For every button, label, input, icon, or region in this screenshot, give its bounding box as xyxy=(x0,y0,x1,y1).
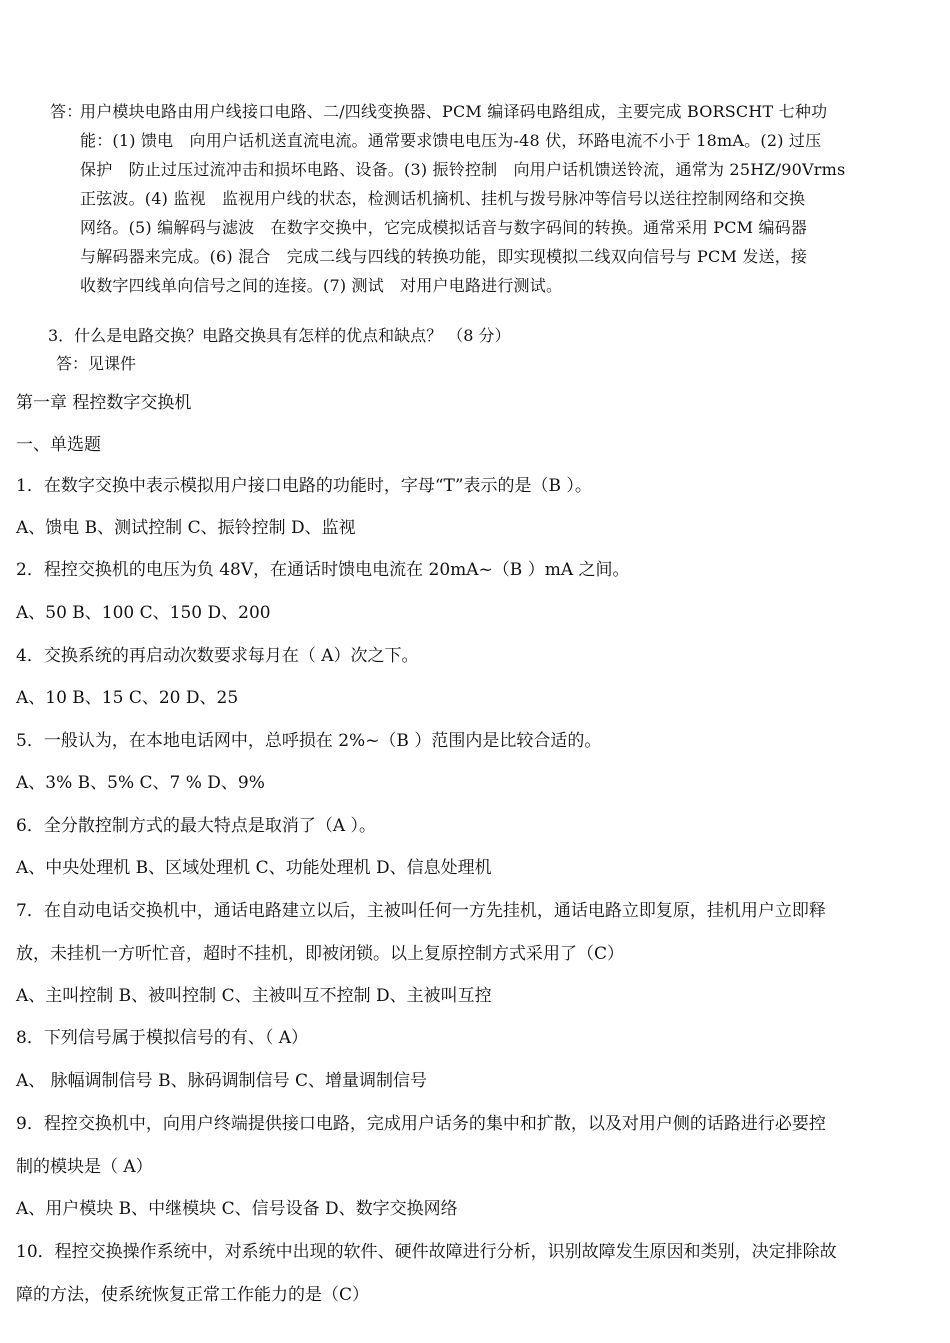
section-title: 一、单选题 xyxy=(16,435,101,455)
question-item-continued: 制的模块是（ A） xyxy=(16,1157,153,1177)
options-item: A、3% B、5% C、7 % D、9% xyxy=(16,773,265,793)
answer-line: 保护 防止过压过流冲击和损坏电路、设备。(3) 振铃控制 向用户话机馈送铃流，通常为 25HZ/90Vrms xyxy=(80,160,846,179)
options-item: A、用户模块 B、中继模块 C、信号设备 D、数字交换网络 xyxy=(16,1199,458,1219)
question-3-answer: 答：见课件 xyxy=(56,354,137,373)
question-item: 6．全分散控制方式的最大特点是取消了（A ）。 xyxy=(16,816,376,836)
question-item: 8．下列信号属于模拟信号的有、（ A） xyxy=(16,1028,308,1048)
answer-line: 与解码器来完成。(6) 混合 完成二线与四线的转换功能，即实现模拟二线双向信号与 PCM 发送，接 xyxy=(80,247,808,266)
answer-paragraph xyxy=(50,97,938,300)
question-3: 3．什么是电路交换？电路交换具有怎样的优点和缺点？ （8 分） xyxy=(48,326,511,345)
question-item: 9．程控交换机中，向用户终端提供接口电路，完成用户话务的集中和扩散，以及对用户侧的话路进行必要控 xyxy=(16,1114,826,1134)
answer-line: 收数字四线单向信号之间的连接。(7) 测试 对用户电路进行测试。 xyxy=(80,276,563,295)
question-item: 7．在自动电话交换机中，通话电路建立以后，主被叫任何一方先挂机，通话电路立即复原，挂机用户立即释 xyxy=(16,901,826,921)
answer-line: 网络。(5) 编解码与滤波 在数字交换中，它完成模拟话音与数字码间的转换。通常采用 PCM 编码器 xyxy=(80,218,808,237)
question-item-continued: 障的方法，使系统恢复正常工作能力的是（C） xyxy=(16,1285,370,1305)
answer-label: 答： xyxy=(50,102,83,121)
question-item-continued: 放，未挂机一方听忙音，超时不挂机，即被闭锁。以上复原控制方式采用了（C） xyxy=(16,944,625,964)
question-item: 4．交换系统的再启动次数要求每月在（ A）次之下。 xyxy=(16,646,419,666)
answer-line: 能：(1) 馈电 向用户话机送直流电流。通常要求馈电电压为-48 伏，环路电流不小于 18mA。(2) 过压 xyxy=(80,131,822,150)
answer-line: 正弦波。(4) 监视 监视用户线的状态，检测话机摘机、挂机与拨号脉冲等信号以送往控制网络和交换 xyxy=(80,189,806,208)
options-item: A、10 B、15 C、20 D、25 xyxy=(16,688,239,708)
question-item: 10．程控交换操作系统中，对系统中出现的软件、硬件故障进行分析，识别故障发生原因和类别，决定排除故 xyxy=(16,1242,837,1262)
question-item: 5．一般认为，在本地电话网中，总呼损在 2%~（B ）范围内是比较合适的。 xyxy=(16,731,602,751)
answer-body xyxy=(80,97,938,300)
options-item: A、中央处理机 B、区域处理机 C、功能处理机 D、信息处理机 xyxy=(16,858,492,878)
options-item: A、 脉幅调制信号 B、脉码调制信号 C、增量调制信号 xyxy=(16,1071,427,1091)
options-item: A、馈电 B、测试控制 C、振铃控制 D、监视 xyxy=(16,518,356,538)
options-item: A、主叫控制 B、被叫控制 C、主被叫互不控制 D、主被叫互控 xyxy=(16,986,492,1006)
chapter-title: 第一章 程控数字交换机 xyxy=(16,393,192,413)
options-item: A、50 B、100 C、150 D、200 xyxy=(16,603,271,623)
question-item: 1．在数字交换中表示模拟用户接口电路的功能时，字母“T”表示的是（B ）。 xyxy=(16,476,592,496)
question-item: 2．程控交换机的电压为负 48V，在通话时馈电电流在 20mA~（B ）mA 之间。 xyxy=(16,560,630,580)
answer-line: 用户模块电路由用户线接口电路、二/四线变换器、PCM 编译码电路组成，主要完成 BORSCHT 七种功 xyxy=(80,102,828,121)
